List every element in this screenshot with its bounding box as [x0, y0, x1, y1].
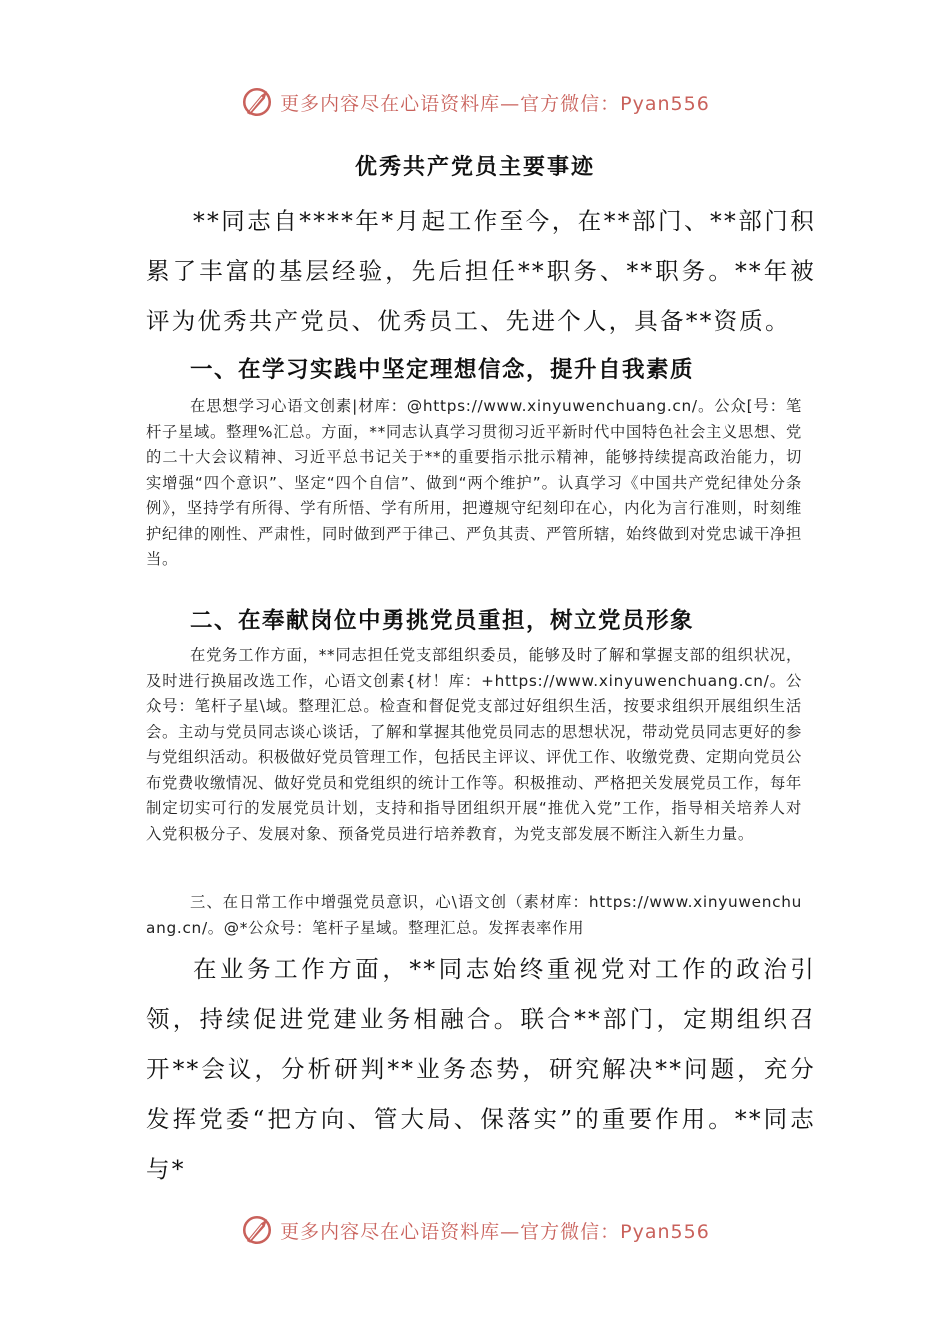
section-2-heading: 二、在奉献岗位中勇挑党员重担，树立党员形象: [190, 608, 695, 634]
banner-text: 更多内容尽在心语资料库—官方微信：Pyan556: [280, 1220, 710, 1243]
watermark-banner-bottom: [0, 1208, 950, 1252]
section-2-body: 在党务工作方面，**同志担任党支部组织委员，能够及时了解和掌握支部的组织状况，及时进行换届改选工作，心语文创素{材！库：+https://www.xinyuwenchuang.cn/。公众号：笔杆子星\域。整理汇总。检查和督促党支部过好组织生活，按要求组织开展组织生活会。主动与党员同志谈心谈话，了解和掌握其他党员同志的思想状况，带动党员同志更好的参与党组织活动。积极做好党员管理工作，包括民主评议、评优工作、收缴党费、定期向党员公布党费收缴情况、做好党员和党组织的统计工作等。积极推动、严格把关发展党员工作，每年制定切实可行的发展党员计划，支持和指导团组织开展“推优入党”工作，指导相关培养人对入党积极分子、发展对象、预备党员进行培养教育，为党支部发展不断注入新生力量。: [146, 646, 802, 843]
intro-paragraph: **同志自****年*月起工作至今，在**部门、**部门积累了丰富的基层经验，先后担任**职务、**职务。**年被评为优秀共产党员、优秀员工、先进个人，具备**资质。: [146, 207, 816, 335]
pen-nib-icon: [240, 1213, 274, 1247]
document-title: 优秀共产党员主要事迹: [354, 155, 595, 180]
wechat-id: Pyan556: [620, 1220, 710, 1243]
closing-paragraph: 在业务工作方面，**同志始终重视党对工作的政治引领，持续促进党建业务相融合。联合**部门，定期组织召开**会议，分析研判**业务态势，研究解决**问题，充分发挥党委“把方向、管大局、保落实”的重要作用。**同志与*: [146, 955, 816, 1183]
wechat-id: Pyan556: [620, 92, 710, 115]
watermark-banner-top: [0, 80, 950, 124]
section-1-body: 在思想学习心语文创素|材库：@https://www.xinyuwenchuang.cn/。公众[号：笔杆子星域。整理%汇总。方面，**同志认真学习贯彻习近平新时代中国特色社会主义思想、党的二十大会议精神、习近平总书记关于**的重要指示批示精神，能够持续提高政治能力，切实增强“四个意识”、坚定“四个自信”、做到“两个维护”。认真学习《中国共产党纪律处分条例》，坚持学有所得、学有所悟、学有所用，把遵规守纪刻印在心，内化为言行准则，时刻维护纪律的刚性、严肃性，同时做到严于律己、严负其责、严管所辖，始终做到对党忠诚干净担当。: [146, 397, 802, 568]
section-3-line: 三、在日常工作中增强党员意识，心\语文创（素材库：https://www.xinyuwenchuang.cn/。@*公众号：笔杆子星域。整理汇总。发挥表率作用: [146, 893, 802, 937]
pen-nib-icon: [240, 85, 274, 119]
banner-text: 更多内容尽在心语资料库—官方微信：Pyan556: [280, 92, 710, 115]
section-1-heading: 一、在学习实践中坚定理想信念，提升自我素质: [190, 357, 695, 383]
